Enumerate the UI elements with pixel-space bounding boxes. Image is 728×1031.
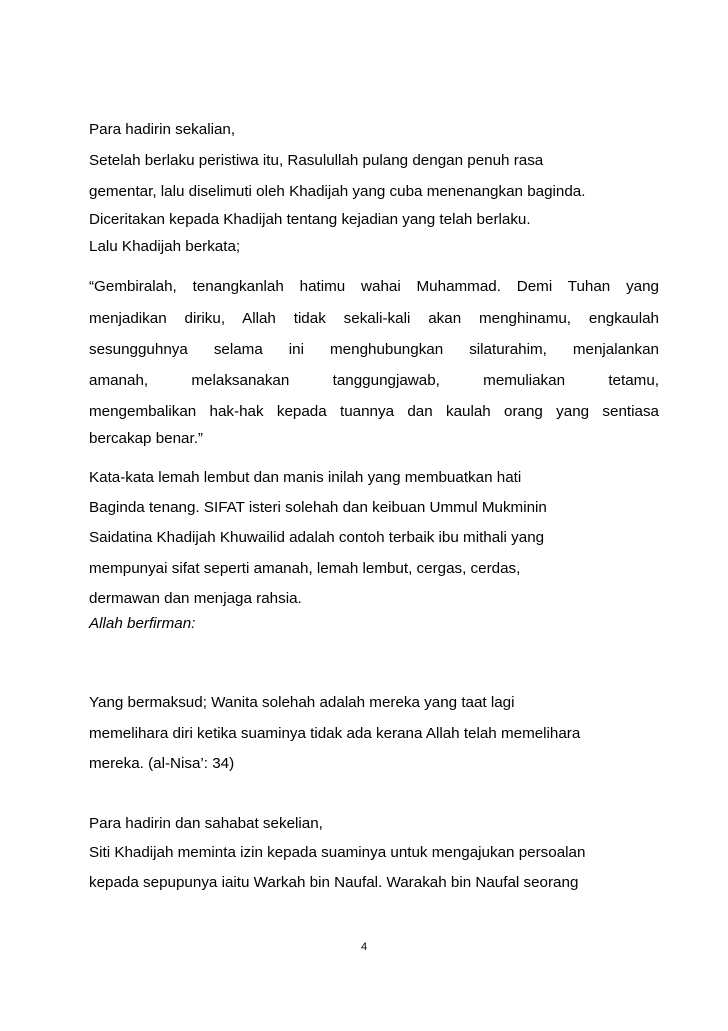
quote-line: mengembalikan hak-hak kepada tuannya dan kaulah orang yang sentiasa: [89, 403, 659, 420]
text-line: Para hadirin sekalian,: [89, 121, 236, 138]
text-line: gementar, lalu diselimuti oleh Khadijah yang cuba menenangkan baginda.: [89, 183, 586, 200]
quote-line: sesungguhnya selama ini menghubungkan silaturahim, menjalankan: [89, 341, 659, 358]
text-line: Diceritakan kepada Khadijah tentang kejadian yang telah berlaku.: [89, 211, 531, 228]
text-line: mempunyai sifat seperti amanah, lemah lembut, cergas, cerdas,: [89, 560, 521, 577]
quote-line: “Gembiralah, tenangkanlah hatimu wahai Muhammad. Demi Tuhan yang: [89, 278, 659, 295]
quote-line: menjadikan diriku, Allah tidak sekali-kali akan menghinamu, engkaulah: [89, 310, 659, 327]
text-line: memelihara diri ketika suaminya tidak ada kerana Allah telah memelihara: [89, 725, 581, 742]
quote-line: amanah, melaksanakan tanggungjawab, memuliakan tetamu,: [89, 372, 659, 389]
italic-line: Allah berfirman:: [89, 615, 196, 632]
text-line: Yang bermaksud; Wanita solehah adalah mereka yang taat lagi: [89, 694, 515, 711]
text-line: Siti Khadijah meminta izin kepada suaminya untuk mengajukan persoalan: [89, 844, 586, 861]
text-line: Baginda tenang. SIFAT isteri solehah dan keibuan Ummul Mukminin: [89, 499, 547, 516]
text-line: Saidatina Khadijah Khuwailid adalah contoh terbaik ibu mithali yang: [89, 529, 545, 546]
text-line: Setelah berlaku peristiwa itu, Rasulullah pulang dengan penuh rasa: [89, 152, 544, 169]
page-number: 4: [360, 941, 368, 953]
text-line: Para hadirin dan sahabat sekelian,: [89, 815, 323, 832]
text-line: mereka. (al-Nisa’: 34): [89, 755, 235, 772]
text-line: Lalu Khadijah berkata;: [89, 238, 241, 255]
text-line: kepada sepupunya iaitu Warkah bin Naufal. Warakah bin Naufal seorang: [89, 874, 579, 891]
text-line: Kata-kata lemah lembut dan manis inilah yang membuatkan hati: [89, 469, 522, 486]
quote-line: bercakap benar.”: [89, 430, 203, 447]
text-line: dermawan dan menjaga rahsia.: [89, 590, 302, 607]
